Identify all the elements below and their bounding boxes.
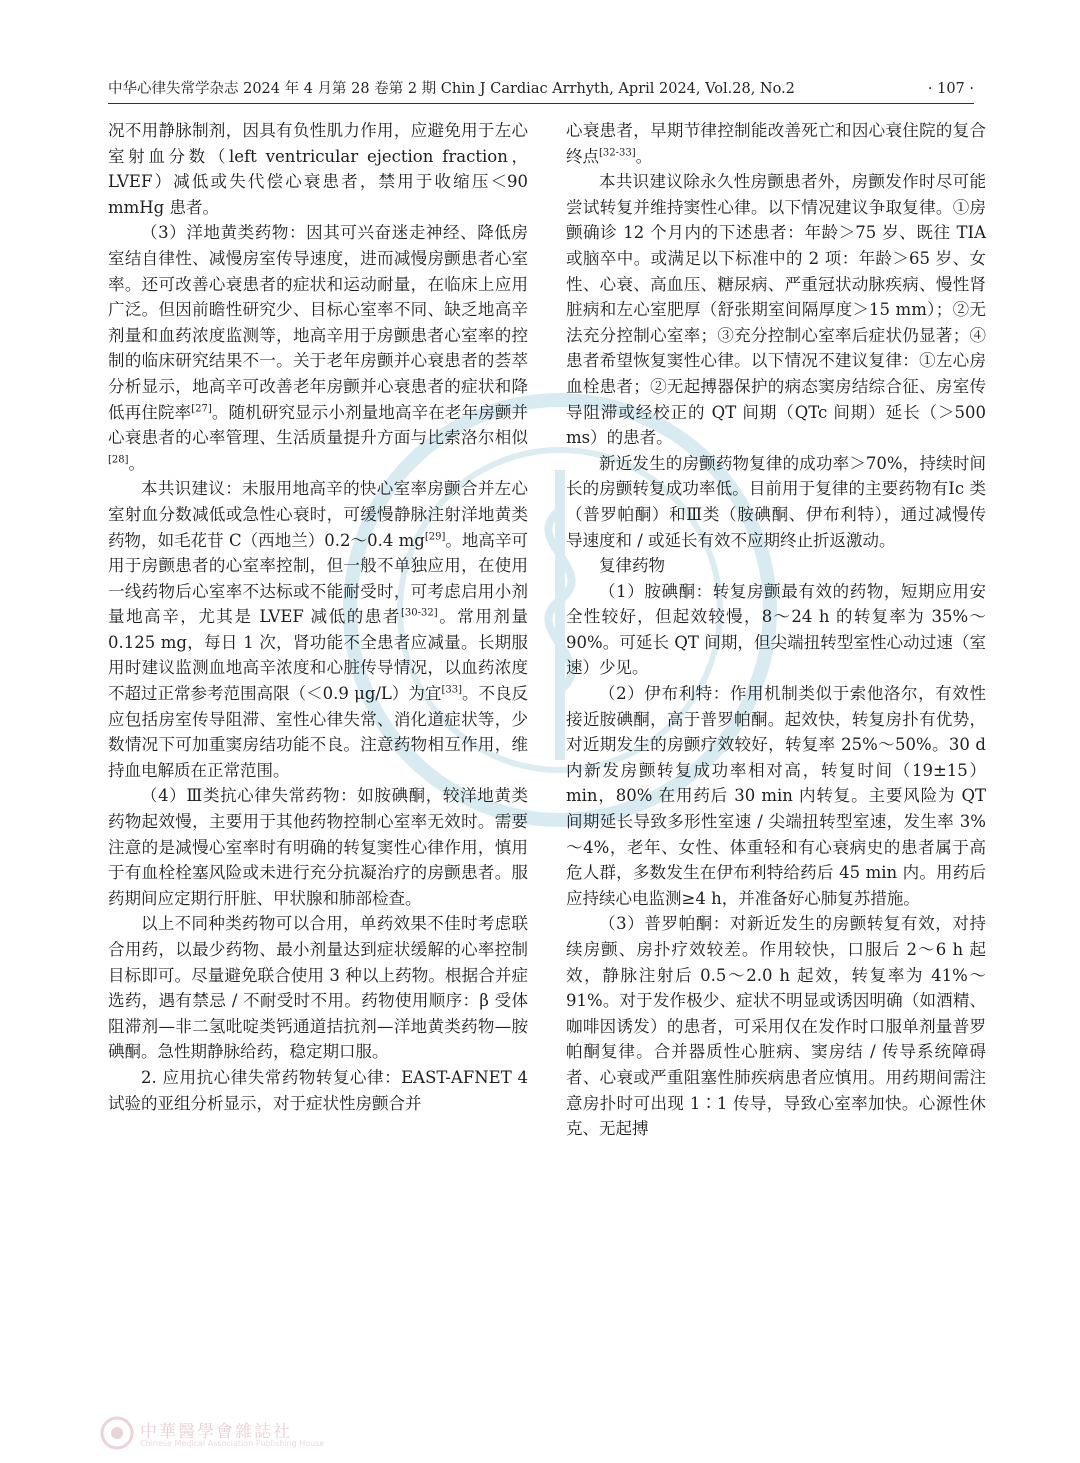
text-run: 。随机研究显示小剂量地高辛在老年房颤并心衰患者的心率管理、生活质量提升方面与比索洛尔相似 (108, 402, 529, 448)
text-run: 本共识建议：未服用地高辛的快心室率房颤合并左心室射血分数减低或急性心衰时，可缓慢静脉注射洋地黄类药物，如毛花苷 C（西地兰）0.2～0.4 mg (108, 479, 528, 550)
citation-ref: [29] (424, 531, 446, 542)
journal-citation: 中华心律失常学杂志 2024 年 4 月第 28 卷第 2 期 Chin J Cardiac Arrhyth, April 2024, Vol.28, No.2 (108, 81, 795, 97)
text-run: 。 (128, 453, 146, 473)
paragraph (108, 911, 528, 1065)
text-run: （3）普罗帕酮：对新近发生的房颤转复有效，对持续房颤、房扑疗效较差。作用较快，口服后 2～6 h 起效，静脉注射后 0.5～2.0 h 起效，转复率为 41%～91%。对于发作极少、症状不明显或诱因明确（如酒精、咖啡因诱发）的患者，可采用仅在发作时口服单剂量普罗帕酮复律。合并器质性心脏病、窦房结 / 传导系统障碍者、心衰或严重阻塞性肺疾病患者应慎用。用药期间需注意房扑时可出现 1∶1 传导，导致心室率加快。心源性休克、无起搏 (566, 914, 986, 1139)
text-run: 复律药物 (599, 556, 665, 576)
text-run: 2. 应用抗心律失常药物转复心律：EAST-AFNET 4 试验的亚组分析显示，对于症状性房颤合并 (108, 1067, 528, 1113)
text-run: 新近发生的房颤药物复律的成功率＞70%，持续时间长的房颤转复成功率低。目前用于复律的主要药物有Ⅰc 类（普罗帕酮）和Ⅲ类（胺碘酮、伊布利特），通过减慢传导速度和 / 或延长有效不应期终止折返激动。 (566, 453, 986, 550)
publisher-name-en: Chinese Medical Association Publishing House (140, 1439, 325, 1448)
paragraph (108, 118, 528, 220)
paragraph (566, 553, 986, 579)
paragraph (108, 1065, 528, 1116)
page-number: · 107 · (927, 81, 974, 97)
text-run: 本共识建议除永久性房颤患者外，房颤发作时尽可能尝试转复并维持窦性心律。以下情况建议争取复律。①房颤确诊 12 个月内的下述患者：年龄＞75 岁、既往 TIA 或脑卒中。或满足以下标准中的 2 项：年龄＞65 岁、女性、心衰、高血压、糖尿病、严重冠状动脉疾病、慢性肾脏病和左心室肥厚（舒张期室间隔厚度＞15 mm）；②无法充分控制心室率；③充分控制心室率后症状仍显著；④患者希望恢复窦性心律。以下情况不建议复律：①左心房血栓患者；②无起搏器保护的病态窦房结综合征、房室传导阻滞或经校正的 QT 间期（QTc 间期）延长（＞500 ms）的患者。 (566, 172, 986, 448)
text-run: （1）胺碘酮：转复房颤最有效的药物，短期应用安全性较好，但起效较慢，8～24 h 的转复率为 35%～90%。可延长 QT 间期，但尖端扭转型室性心动过速（室速）少见。 (566, 581, 986, 678)
citation-ref: [32-33] (599, 147, 636, 159)
text-run: 。 (635, 146, 653, 166)
paragraph (566, 169, 986, 451)
paragraph (566, 681, 986, 911)
text-run: 。常用剂量 0.125 mg，每日 1 次，肾功能不全患者应减量。长期服用时建议监测血地高辛浓度和心脏传导情况，以血药浓度不超过正常参考范围高限（＜0.9 μg/L）为宜 (108, 607, 529, 704)
paragraph (108, 783, 528, 911)
citation-ref: [33] (441, 684, 462, 696)
right-column (566, 118, 986, 1142)
publisher-logo (100, 1412, 520, 1456)
citation-ref: [30-32] (401, 607, 438, 619)
text-run: （2）伊布利特：作用机制类似于索他洛尔，有效性接近胺碘酮，高于普罗帕酮。起效快，转复房扑有优势，对近期发生的房颤疗效较好，转复率 25%～50%。30 d 内新发房颤转复成功率相对高，转复时间（19±15）min，80% 在用药后 30 min 内转复。主要风险为 QT 间期延长导致多形性室速 / 尖端扭转型室速，发生率 3%～4%，老年、女性、体重轻和有心衰病史的患者属于高危人群，多数发生在伊布利特给药后 45 min 内。用药后应持续心电监测≥4 h，并准备好心肺复苏措施。 (566, 684, 986, 908)
publisher-name: 中華醫學會雜誌社 (140, 1422, 292, 1442)
paragraph (108, 476, 528, 783)
text-run: 。不良反应包括房室传导阻滞、室性心律失常、消化道症状等，少数情况下可加重窦房结功能不良。注意药物相互作用，维持血电解质在正常范围。 (108, 684, 529, 780)
paragraph (566, 579, 986, 681)
publisher-emblem-icon (100, 1416, 134, 1450)
citation-ref: [27] (191, 403, 212, 415)
paragraph (566, 118, 986, 169)
paragraph (566, 451, 986, 553)
text-run: 。地高辛可用于房颤患者的心室率控制，但一般不单独应用，在使用一线药物后心室率不达标或不能耐受时，可考虑启用小剂量地高辛，尤其是 LVEF 减低的患者 (108, 530, 528, 627)
citation-ref: [28] (108, 454, 129, 466)
text-run: 况不用静脉制剂，因具有负性肌力作用，应避免用于左心室射血分数（left ventricular ejection fraction，LVEF）减低或失代偿心衰患者，禁用于收缩压＜90 mmHg 患者。 (108, 121, 528, 217)
text-run: 以上不同种类药物可以合用，单药效果不佳时考虑联合用药，以最少药物、最小剂量达到症状缓解的心率控制目标即可。尽量避免联合使用 3 种以上药物。根据合并症选药，遇有禁忌 / 不耐受时不用。药物使用顺序：β 受体阻滞剂—非二氢吡啶类钙通道拮抗剂—洋地黄类药物—胺碘酮。急性期静脉给药，稳定期口服。 (108, 914, 528, 1062)
paragraph (566, 911, 986, 1141)
text-run: （4）Ⅲ类抗心律失常药物：如胺碘酮，较洋地黄类药物起效慢，主要用于其他药物控制心室率无效时。需要注意的是减慢心室率时有明确的转复窦性心律作用，慎用于有血栓栓塞风险或未进行充分抗凝治疗的房颤患者。服药期间应定期行肝脏、甲状腺和肺部检查。 (108, 786, 528, 908)
text-run: （3）洋地黄类药物：因其可兴奋迷走神经、降低房室结自律性、减慢房室传导速度，进而减慢房颤患者心室率。还可改善心衰患者的症状和运动耐量，在临床上应用广泛。但因前瞻性研究少、目标心室率不同、缺乏地高辛剂量和血药浓度监测等，地高辛用于房颤患者心室率的控制的临床研究结果不一。关于老年房颤并心衰患者的荟萃分析显示，地高辛可改善老年房颤并心衰患者的症状和降低再住院率 (108, 223, 528, 422)
text-run: 心衰患者，早期节律控制能改善死亡和因心衰住院的复合终点 (566, 121, 986, 166)
left-column (108, 118, 528, 1116)
header-rule (108, 103, 974, 104)
paragraph (108, 220, 528, 476)
